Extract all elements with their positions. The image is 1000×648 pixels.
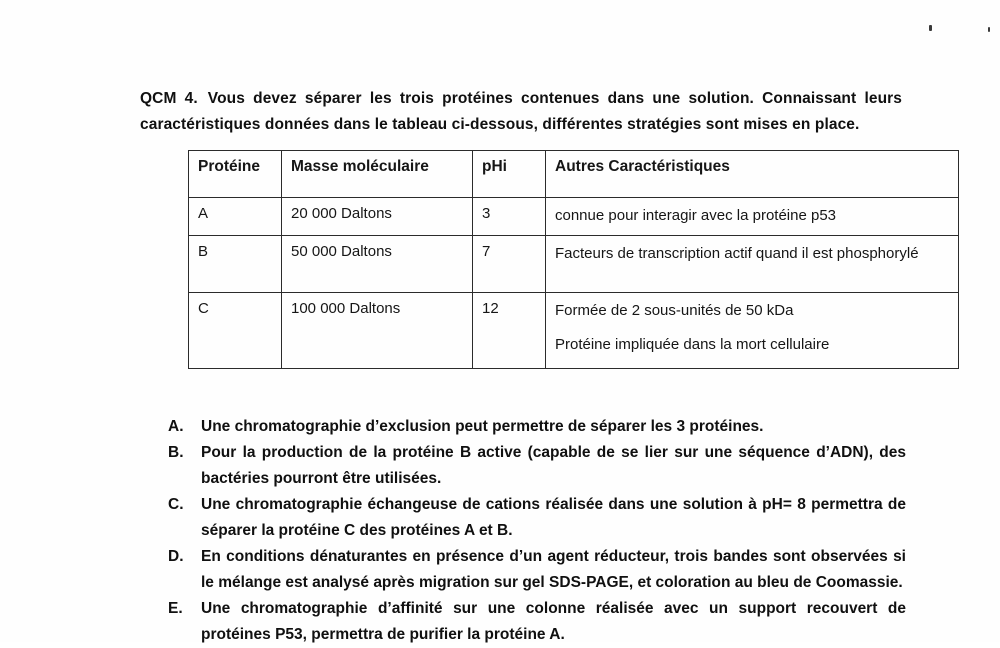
option-letter: D. (168, 548, 184, 565)
table-row (189, 293, 959, 369)
question-text: Vous devez séparer les trois protéines contenues dans une solution. Connaissant leurs caractéristiques données dans le tableau ci-dessous, différentes stratégies sont mises en place. (140, 90, 902, 133)
cell-other-line: Protéine impliquée dans la mort cellulaire (555, 336, 830, 353)
option-text: En conditions dénaturantes en présence d’un agent réducteur, trois bandes sont observées si le mélange est analysé après migration sur gel SDS-PAGE, et coloration au bleu de Coomassie. (201, 548, 906, 591)
cell-other-line: Facteurs de transcription actif quand il est phosphorylé (555, 245, 919, 262)
cell-mass: 100 000 Daltons (282, 293, 473, 369)
table-row (189, 198, 959, 236)
cell-mass: 20 000 Daltons (282, 198, 473, 236)
option-a (168, 414, 906, 440)
cell-protein: C (189, 293, 282, 369)
option-text: Une chromatographie échangeuse de cations réalisée dans une solution à pH= 8 permettra de séparer la protéine C des protéines A et B. (201, 496, 906, 539)
cell-protein: A (189, 198, 282, 236)
cell-other (546, 236, 959, 293)
answer-options-list (168, 414, 906, 648)
cell-other-line: Formée de 2 sous-unités de 50 kDa (555, 302, 794, 319)
option-text: Une chromatographie d’affinité sur une colonne réalisée avec un support recouvert de protéines P53, permettra de purifier la protéine A. (201, 600, 906, 643)
cell-mass: 50 000 Daltons (282, 236, 473, 293)
column-header-other: Autres Caractéristiques (546, 151, 959, 198)
column-header-protein: Protéine (189, 151, 282, 198)
option-letter: E. (168, 600, 183, 617)
option-letter: B. (168, 444, 184, 461)
option-c (168, 492, 906, 544)
option-letter: A. (168, 418, 184, 435)
scan-speck (988, 27, 990, 32)
option-b (168, 440, 906, 492)
option-d (168, 544, 906, 596)
cell-protein: B (189, 236, 282, 293)
option-e (168, 596, 906, 648)
table-header-row (189, 151, 959, 198)
question-number: QCM 4. (140, 90, 198, 107)
protein-characteristics-table (188, 150, 959, 369)
option-text: Pour la production de la protéine B active (capable de se lier sur une séquence d’ADN), des bactéries pourront être utilisées. (201, 444, 906, 487)
cell-other (546, 293, 959, 369)
table-row (189, 236, 959, 293)
cell-other-line: connue pour interagir avec la protéine p53 (555, 207, 837, 224)
column-header-phi: pHi (473, 151, 546, 198)
cell-phi: 7 (473, 236, 546, 293)
cell-phi: 3 (473, 198, 546, 236)
option-text: Une chromatographie d’exclusion peut permettre de séparer les 3 protéines. (201, 418, 764, 435)
cell-other (546, 198, 959, 236)
option-letter: C. (168, 496, 184, 513)
column-header-mass: Masse moléculaire (282, 151, 473, 198)
scan-speck (929, 25, 932, 31)
question-paragraph (140, 86, 902, 138)
cell-phi: 12 (473, 293, 546, 369)
